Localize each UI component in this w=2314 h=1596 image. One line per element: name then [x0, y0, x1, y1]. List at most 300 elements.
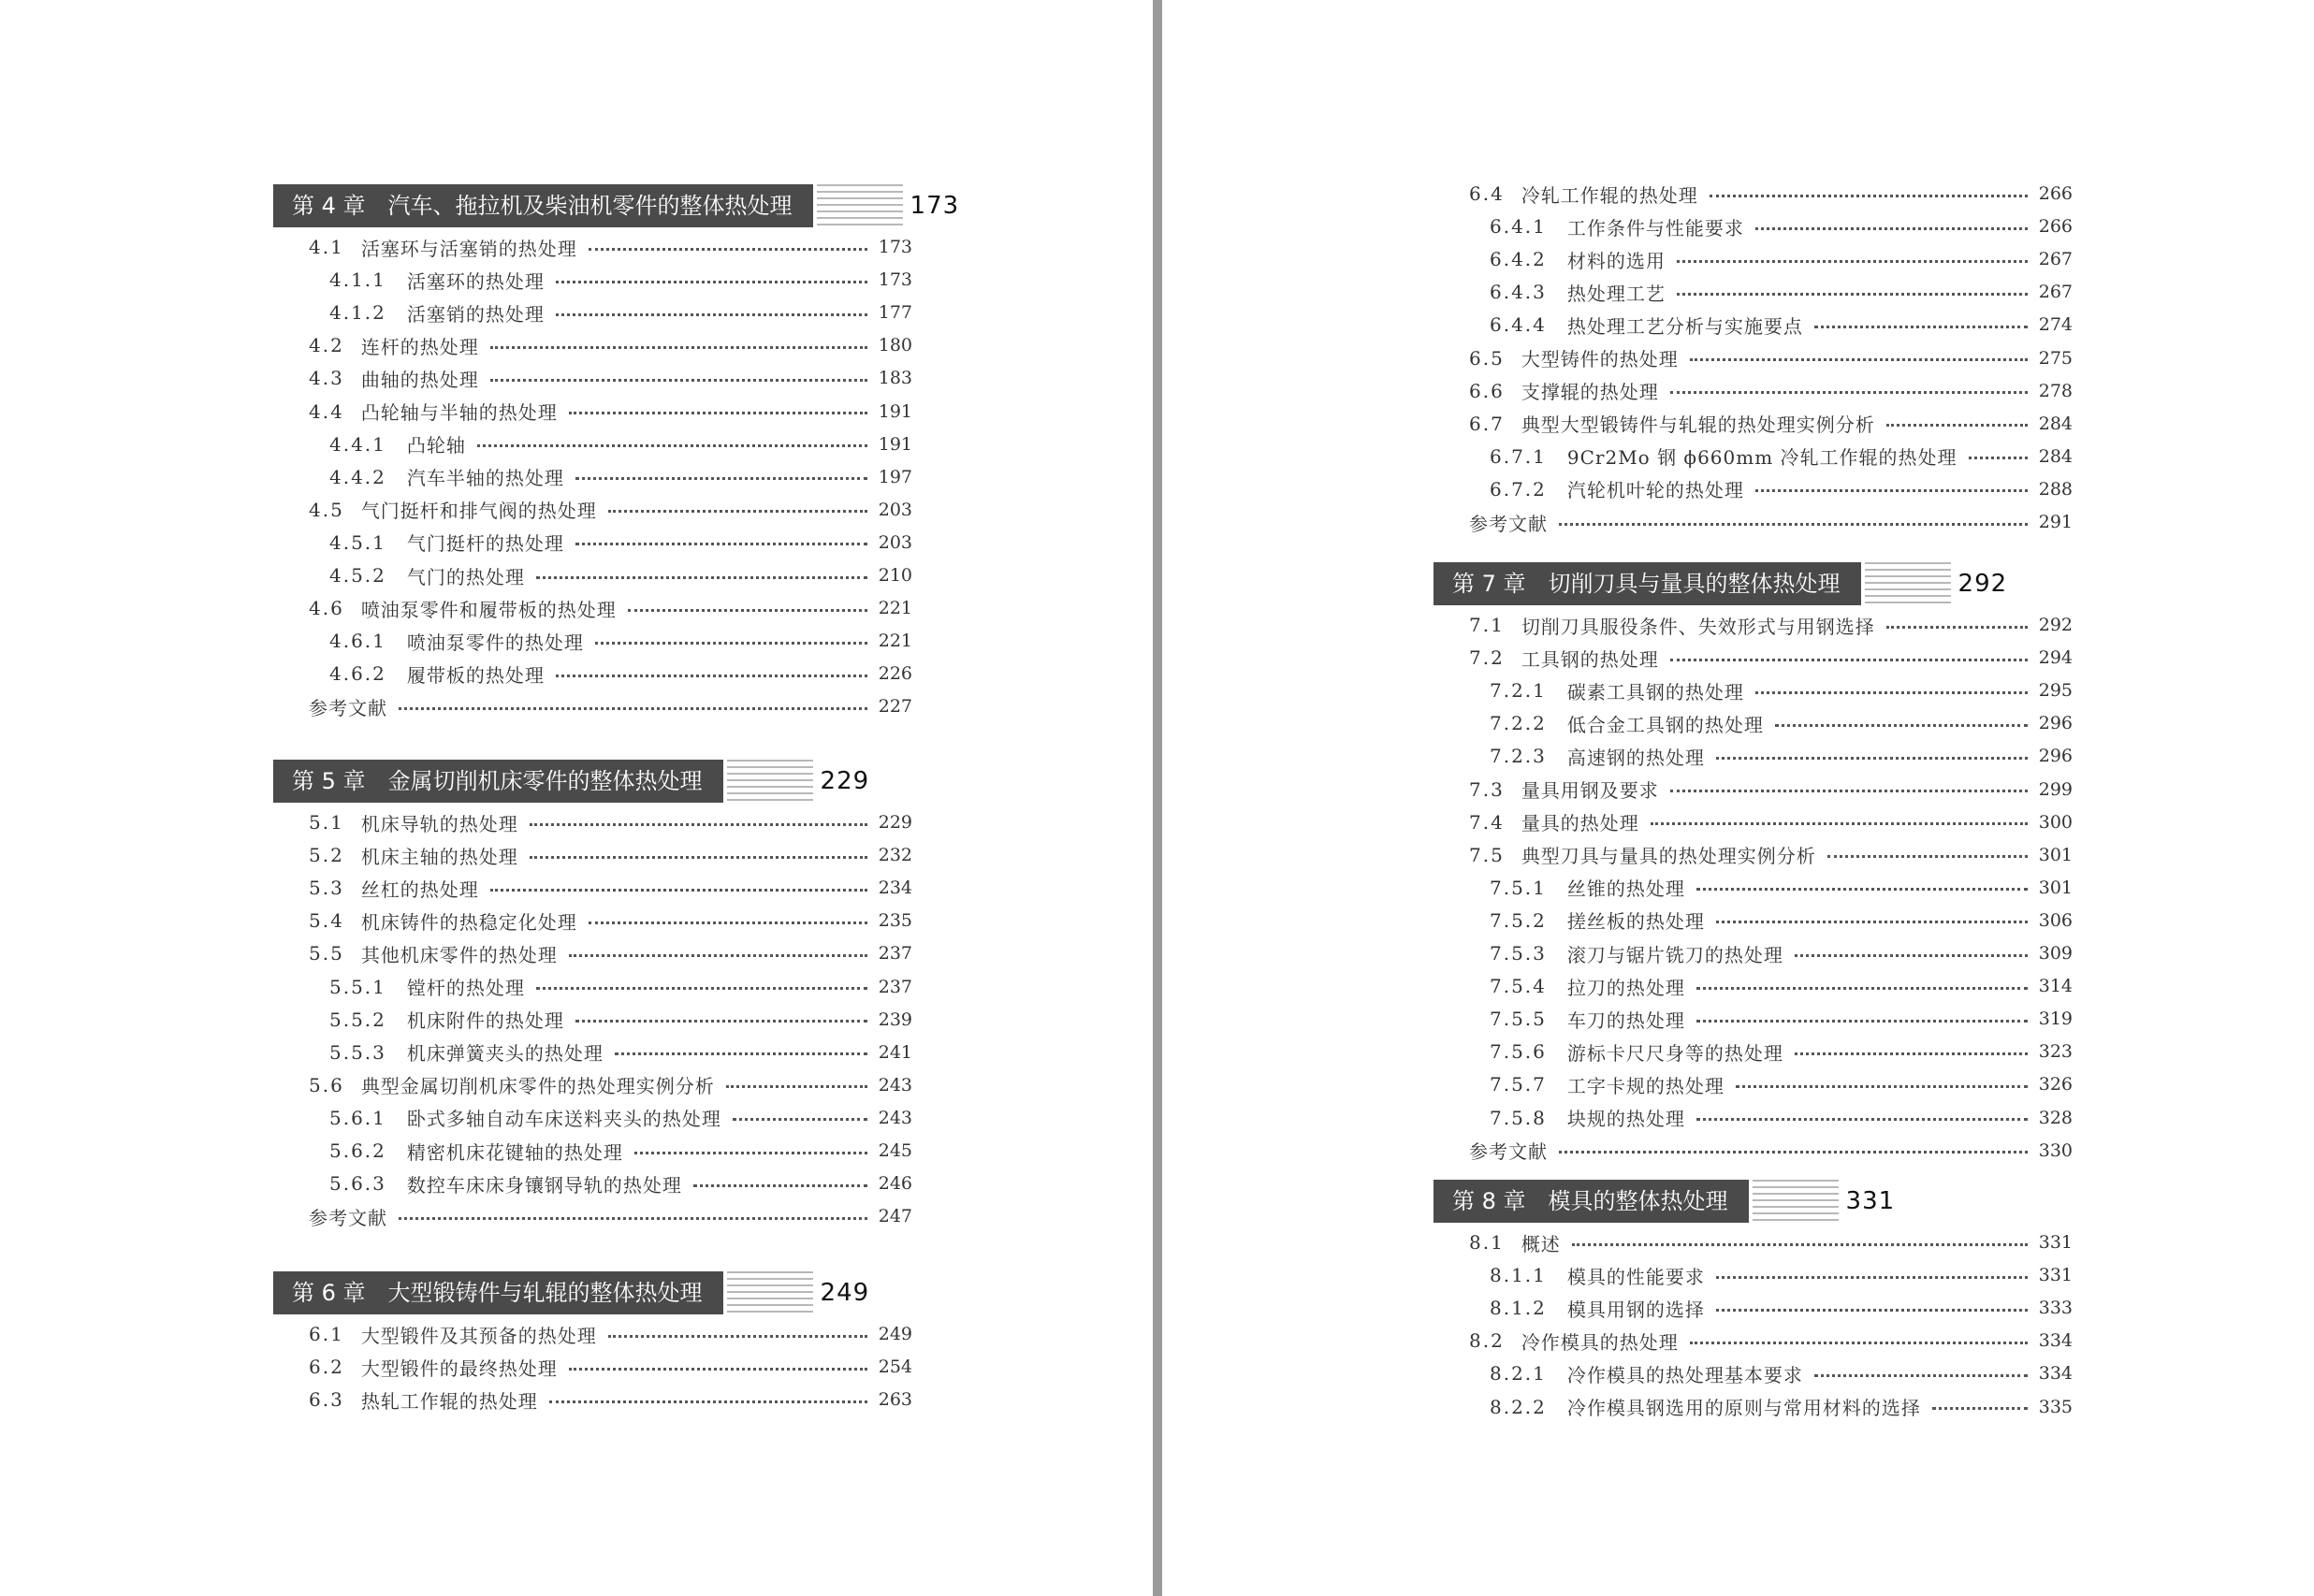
section-number: 4.1.2: [329, 301, 386, 325]
section-title: 喷油泵零件和履带板的热处理: [360, 598, 617, 621]
section-title: 材料的选用: [1566, 249, 1666, 272]
page-number: 330: [2038, 1139, 2073, 1161]
section-number: 7.5.6: [1490, 1040, 1547, 1064]
toc-entry[interactable]: [329, 971, 912, 1003]
page-number: 183: [878, 368, 912, 389]
toc-entry[interactable]: [329, 428, 912, 460]
section-title: 冷作模具钢选用的原则与常用材料的选择: [1566, 1397, 1921, 1419]
dot-leader: [556, 281, 867, 283]
dot-leader: [1814, 1374, 2028, 1377]
dot-leader: [1886, 424, 2028, 427]
section-number: 7.5.5: [1490, 1008, 1547, 1031]
dot-leader: [608, 510, 867, 513]
dot-leader: [589, 921, 867, 924]
toc-entry[interactable]: [309, 396, 912, 428]
dot-leader: [556, 313, 867, 316]
page-number: 267: [2038, 282, 2073, 303]
page-number: 254: [878, 1357, 912, 1378]
page-number: 326: [2038, 1074, 2073, 1095]
dot-leader: [1710, 195, 2028, 197]
section-title: 切削刀具服役条件、失效形式与用钢选择: [1521, 615, 1875, 638]
toc-entry[interactable]: [1469, 408, 2073, 440]
toc-entry[interactable]: [309, 231, 912, 263]
dot-leader: [1696, 1118, 2028, 1121]
toc-entry[interactable]: [309, 1351, 912, 1383]
heading-rule-lines: [1865, 562, 1951, 605]
toc-entry[interactable]: [309, 806, 912, 838]
page-number: 291: [2038, 512, 2073, 532]
toc-entry[interactable]: [309, 1200, 912, 1232]
page-number: 284: [2038, 445, 2073, 467]
page-number: 296: [2038, 746, 2073, 767]
page-number: 309: [2038, 943, 2073, 964]
section-title: 模具的性能要求: [1566, 1265, 1705, 1288]
toc-entry[interactable]: [329, 1037, 912, 1068]
toc-entry[interactable]: [329, 264, 912, 296]
page-number: 288: [2038, 478, 2073, 500]
toc-entry[interactable]: [309, 1069, 912, 1101]
toc-entry[interactable]: [309, 839, 912, 871]
chapter-heading[interactable]: [273, 184, 959, 227]
page-number: 314: [2038, 976, 2073, 997]
page-number: 284: [2038, 413, 2073, 434]
dot-leader: [1559, 1151, 2028, 1153]
toc-entry[interactable]: [329, 658, 912, 689]
page-number: 333: [2038, 1298, 2073, 1319]
toc-entry[interactable]: [1490, 740, 2073, 772]
toc-entry[interactable]: [1469, 1325, 2073, 1357]
section-number: 7.5.4: [1490, 975, 1547, 998]
toc-entry[interactable]: [1490, 1068, 2073, 1100]
dot-leader: [628, 609, 867, 612]
section-title: 连杆的热处理: [360, 335, 479, 358]
dot-leader: [477, 444, 867, 447]
section-number: 8.2.1: [1490, 1362, 1547, 1386]
page-number: 197: [878, 466, 912, 487]
page-number: 266: [2038, 216, 2073, 238]
section-number: 6.7: [1469, 412, 1505, 435]
dot-leader: [1886, 626, 2028, 629]
section-title: 履带板的热处理: [406, 663, 545, 687]
right-page: [1162, 0, 2314, 1596]
section-number: 5.4: [309, 909, 344, 933]
section-title: 机床弹簧夹头的热处理: [406, 1042, 604, 1066]
dot-leader: [575, 477, 867, 480]
page-number: 243: [878, 1107, 912, 1128]
section-title: 机床铸件的热稳定化处理: [360, 910, 577, 934]
toc-entry[interactable]: [1469, 1135, 2073, 1167]
section-title: 气门挺杆和排气阀的热处理: [360, 500, 597, 523]
page-number: 294: [2038, 647, 2073, 669]
page-number: 300: [2038, 811, 2073, 833]
toc-entry[interactable]: [1490, 1357, 2073, 1389]
left-page: [0, 0, 1153, 1596]
section-number: 5.2: [309, 844, 344, 867]
toc-entry[interactable]: [329, 461, 912, 493]
chapter-title: 第 6 章 大型锻铸件与轧辊的整体热处理: [273, 1271, 723, 1314]
page-number: 295: [2038, 680, 2073, 702]
section-number: 5.5.1: [329, 975, 386, 998]
dot-leader: [608, 1335, 867, 1338]
toc-entry[interactable]: [1490, 872, 2073, 904]
heading-rule-lines: [727, 1271, 813, 1314]
section-number: 6.4.1: [1490, 215, 1547, 239]
dot-leader: [1827, 855, 2028, 858]
section-title: 其他机床零件的热处理: [360, 943, 558, 966]
dot-leader: [1932, 1407, 2028, 1410]
section-number: 6.6: [1469, 379, 1505, 402]
section-title: 凸轮轴与半轴的热处理: [360, 401, 558, 424]
toc-entry[interactable]: [1490, 473, 2073, 505]
page-number: 292: [2038, 615, 2073, 635]
page-number: 221: [878, 598, 912, 619]
heading-rule-lines: [817, 184, 903, 227]
page-number: 227: [878, 696, 912, 718]
page-number: 210: [878, 565, 912, 586]
toc-entry[interactable]: [309, 494, 912, 526]
dot-leader: [399, 1217, 867, 1220]
section-title: 冷轧工作辊的热处理: [1521, 183, 1698, 207]
section-title: 冷作模具的热处理基本要求: [1566, 1363, 1803, 1386]
page-number: 331: [2038, 1265, 2073, 1286]
dot-leader: [1696, 987, 2028, 990]
section-title: 汽轮机叶轮的热处理: [1566, 479, 1744, 502]
page-number: 306: [2038, 909, 2073, 931]
dot-leader: [1755, 489, 2028, 492]
section-number: 7.4: [1469, 810, 1505, 834]
section-title: 参考文献: [1469, 1140, 1548, 1164]
section-number: 6.4.4: [1490, 313, 1547, 337]
dot-leader: [1696, 1020, 2028, 1023]
section-number: 5.6.1: [329, 1106, 386, 1129]
section-number: 6.2: [309, 1356, 344, 1379]
toc-entry[interactable]: [1490, 210, 2073, 242]
section-title: 气门挺杆的热处理: [406, 532, 564, 556]
section-title: 大型锻件的最终热处理: [360, 1357, 558, 1380]
section-title: 滚刀与锯片铣刀的热处理: [1566, 943, 1783, 966]
section-title: 参考文献: [309, 1206, 387, 1229]
section-number: 7.2.1: [1490, 679, 1547, 703]
toc-entry[interactable]: [1490, 1259, 2073, 1291]
dot-leader: [1690, 1342, 2028, 1344]
section-number: 8.1.2: [1490, 1297, 1547, 1320]
chapter-title: 第 7 章 切削刀具与量具的整体热处理: [1434, 562, 1861, 605]
dot-leader: [530, 823, 867, 826]
section-number: 7.1: [1469, 614, 1505, 636]
page-number: 226: [878, 663, 912, 685]
page-number: 180: [878, 335, 912, 356]
toc-entry[interactable]: [1490, 970, 2073, 1002]
chapter-page-number: 331: [1845, 1187, 1896, 1215]
dot-leader: [726, 1085, 867, 1088]
dot-leader: [530, 856, 867, 859]
section-number: 4.6.2: [329, 662, 386, 686]
chapter-title: 第 8 章 模具的整体热处理: [1434, 1180, 1749, 1223]
dot-leader: [634, 1152, 867, 1154]
page-number: 319: [2038, 1008, 2073, 1030]
dot-leader: [1677, 260, 2028, 263]
toc-entry[interactable]: [1469, 839, 2073, 871]
section-number: 7.5.7: [1490, 1073, 1547, 1096]
toc-entry[interactable]: [309, 1384, 912, 1415]
toc-entry[interactable]: [1490, 309, 2073, 341]
section-number: 6.3: [309, 1388, 344, 1412]
section-title: 活塞环与活塞销的热处理: [360, 237, 577, 260]
section-number: 8.2.2: [1490, 1395, 1547, 1418]
toc-entry[interactable]: [1469, 1226, 2073, 1258]
section-title: 游标卡尺尺身等的热处理: [1566, 1041, 1783, 1065]
page-number: 239: [878, 1008, 912, 1030]
page-number: 246: [878, 1173, 912, 1195]
toc-entry[interactable]: [1490, 243, 2073, 275]
dot-leader: [1716, 1309, 2028, 1312]
page-number: 275: [2038, 347, 2073, 369]
page-number: 237: [878, 976, 912, 997]
section-number: 4.3: [309, 367, 344, 390]
section-number: 6.1: [309, 1323, 344, 1345]
section-title: 典型大型锻铸件与轧辊的热处理实例分析: [1521, 414, 1875, 437]
page-number: 263: [878, 1389, 912, 1411]
chapter-heading[interactable]: [273, 1271, 869, 1314]
page-number: 229: [878, 812, 912, 833]
toc-entry[interactable]: [1490, 276, 2073, 308]
toc-entry[interactable]: [1469, 642, 2073, 674]
chapter-page-number: 229: [820, 767, 870, 795]
section-title: 大型铸件的热处理: [1521, 348, 1679, 370]
dot-leader: [1755, 227, 2028, 230]
page-number: 234: [878, 878, 912, 899]
section-title: 数控车床床身镶钢导轨的热处理: [406, 1173, 682, 1197]
toc-entry[interactable]: [1490, 1292, 2073, 1324]
dot-leader: [1696, 888, 2028, 891]
toc-entry[interactable]: [1469, 609, 2073, 641]
page-number: 323: [2038, 1041, 2073, 1063]
toc-entry[interactable]: [329, 1135, 912, 1167]
toc-entry[interactable]: [1469, 506, 2073, 538]
dot-leader: [615, 1052, 867, 1055]
section-title: 活塞环的热处理: [406, 269, 545, 293]
section-number: 5.1: [309, 811, 344, 834]
section-number: 6.4: [1469, 182, 1505, 205]
page-number: 335: [2038, 1396, 2073, 1417]
toc-entry[interactable]: [309, 592, 912, 624]
page-number: 191: [878, 433, 912, 455]
toc-entry[interactable]: [1469, 375, 2073, 407]
section-number: 4.1.1: [329, 268, 386, 292]
dot-leader: [1651, 822, 2028, 825]
toc-entry[interactable]: [1490, 675, 2073, 706]
section-title: 冷作模具的热处理: [1521, 1330, 1679, 1354]
section-number: 4.1: [309, 236, 344, 258]
section-title: 精密机床花键轴的热处理: [406, 1140, 623, 1164]
dot-leader: [1795, 1052, 2028, 1055]
toc-entry[interactable]: [329, 559, 912, 591]
section-number: 5.6: [309, 1073, 344, 1096]
section-title: 喷油泵零件的热处理: [406, 631, 584, 654]
dot-leader: [589, 248, 867, 251]
toc-entry[interactable]: [1490, 905, 2073, 936]
section-title: 支撑辊的热处理: [1521, 381, 1659, 404]
dot-leader: [1559, 523, 2028, 526]
section-title: 低合金工具钢的热处理: [1566, 713, 1764, 736]
dot-leader: [399, 707, 867, 710]
section-number: 8.1: [1469, 1231, 1505, 1254]
page-number: 301: [2038, 877, 2073, 898]
dot-leader: [595, 642, 867, 645]
chapter-heading[interactable]: [273, 760, 869, 803]
heading-rule-lines: [727, 760, 813, 803]
dot-leader: [1677, 293, 2028, 296]
toc-entry[interactable]: [309, 690, 912, 722]
toc-entry[interactable]: [329, 1004, 912, 1036]
section-title: 典型刀具与量具的热处理实例分析: [1521, 845, 1816, 868]
dot-leader: [1755, 691, 2028, 694]
toc-entry[interactable]: [1469, 806, 2073, 838]
section-title: 搓丝板的热处理: [1566, 910, 1705, 934]
dot-leader: [1670, 790, 2028, 792]
section-number: 7.2: [1469, 646, 1505, 670]
section-title: 热处理工艺: [1566, 282, 1666, 305]
section-title: 参考文献: [1469, 512, 1548, 535]
heading-rule-lines: [1753, 1180, 1839, 1223]
page-number: 274: [2038, 314, 2073, 336]
toc-entry[interactable]: [1469, 774, 2073, 805]
toc-entry[interactable]: [1490, 1036, 2073, 1067]
section-title: 量具的热处理: [1521, 812, 1639, 835]
toc-entry[interactable]: [329, 1168, 912, 1199]
section-number: 5.6.3: [329, 1172, 386, 1196]
dot-leader: [569, 412, 867, 414]
page-number: 203: [878, 531, 912, 553]
page-number: 266: [2038, 183, 2073, 204]
page-number: 203: [878, 499, 912, 520]
toc-entry[interactable]: [309, 329, 912, 361]
toc-entry[interactable]: [1490, 937, 2073, 969]
dot-leader: [1572, 1243, 2028, 1246]
page-number: 237: [878, 943, 912, 965]
dot-leader: [1814, 326, 2028, 328]
section-title: 工作条件与性能要求: [1566, 216, 1744, 239]
toc-entry[interactable]: [1490, 441, 2073, 472]
toc-entry[interactable]: [309, 362, 912, 394]
toc-entry[interactable]: [1469, 178, 2073, 210]
section-number: 7.3: [1469, 777, 1505, 801]
dot-leader: [569, 1368, 867, 1371]
section-number: 7.5.2: [1490, 908, 1547, 932]
section-number: 4.5.1: [329, 530, 386, 554]
dot-leader: [1670, 659, 2028, 661]
chapter-heading[interactable]: [1434, 562, 2007, 605]
section-number: 4.6.1: [329, 630, 386, 653]
section-title: 量具用钢及要求: [1521, 779, 1659, 802]
section-number: 8.2: [1469, 1329, 1505, 1353]
page-number: 241: [878, 1041, 912, 1063]
section-title: 工字卡规的热处理: [1566, 1074, 1725, 1097]
section-number: 6.4.2: [1490, 248, 1547, 271]
dot-leader: [693, 1184, 867, 1187]
toc-entry[interactable]: [1490, 1102, 2073, 1134]
section-number: 6.7.2: [1490, 477, 1547, 501]
section-title: 热轧工作辊的热处理: [360, 1389, 538, 1413]
toc-entry[interactable]: [1490, 1391, 2073, 1423]
page-number: 334: [2038, 1330, 2073, 1352]
toc-entry[interactable]: [1490, 1003, 2073, 1035]
dot-leader: [490, 379, 867, 382]
section-title: 概述: [1521, 1232, 1561, 1255]
dot-leader: [1795, 954, 2028, 957]
dot-leader: [1716, 921, 2028, 923]
page-number: 247: [878, 1206, 912, 1227]
dot-leader: [1736, 1085, 2028, 1088]
section-number: 5.3: [309, 877, 344, 900]
page-number: 232: [878, 845, 912, 866]
dot-leader: [549, 1400, 867, 1403]
toc-entry[interactable]: [309, 872, 912, 904]
section-number: 4.6: [309, 597, 344, 620]
toc-entry[interactable]: [329, 625, 912, 657]
section-title: 卧式多轴自动车床送料夹头的热处理: [406, 1108, 721, 1131]
section-title: 拉刀的热处理: [1566, 976, 1685, 999]
toc-entry[interactable]: [329, 527, 912, 559]
toc-entry[interactable]: [329, 297, 912, 328]
page-number: 328: [2038, 1107, 2073, 1128]
section-number: 7.5.1: [1490, 876, 1547, 899]
chapter-heading[interactable]: [1434, 1180, 1895, 1223]
dot-leader: [569, 954, 867, 957]
section-number: 4.4.2: [329, 465, 386, 488]
page-number: 235: [878, 910, 912, 932]
section-number: 4.5: [309, 498, 344, 521]
page-number: 245: [878, 1140, 912, 1161]
section-number: 6.7.1: [1490, 444, 1547, 468]
section-number: 7.2.2: [1490, 712, 1547, 735]
section-number: 5.5.2: [329, 1008, 386, 1031]
toc-entry[interactable]: [309, 937, 912, 969]
page-number: 301: [2038, 844, 2073, 865]
page-number: 299: [2038, 778, 2073, 800]
dot-leader: [536, 987, 867, 990]
section-number: 6.4.3: [1490, 281, 1547, 304]
page-number: 173: [878, 269, 912, 291]
page-number: 267: [2038, 249, 2073, 270]
toc-entry[interactable]: [329, 1102, 912, 1134]
dot-leader: [575, 1020, 867, 1023]
dot-leader: [1775, 724, 2028, 727]
dot-leader: [1716, 757, 2028, 760]
toc-entry[interactable]: [1469, 342, 2073, 374]
section-title: 丝杠的热处理: [360, 878, 479, 901]
section-number: 7.5.8: [1490, 1106, 1547, 1129]
toc-entry[interactable]: [309, 905, 912, 936]
section-title: 机床导轨的热处理: [360, 812, 518, 835]
section-number: 5.5: [309, 942, 344, 965]
chapter-title: 第 4 章 汽车、拖拉机及柴油机零件的整体热处理: [273, 184, 813, 227]
dot-leader: [490, 889, 867, 892]
section-title: 镗杆的热处理: [406, 977, 525, 999]
chapter-page-number: 249: [820, 1279, 870, 1307]
dot-leader: [733, 1118, 867, 1121]
section-title: 曲轴的热处理: [360, 368, 479, 391]
toc-entry[interactable]: [309, 1318, 912, 1350]
section-number: 4.4: [309, 399, 344, 423]
section-title: 汽车半轴的热处理: [406, 467, 564, 490]
section-number: 4.4.1: [329, 432, 386, 456]
dot-leader: [1716, 1276, 2028, 1279]
section-number: 6.5: [1469, 346, 1505, 370]
toc-entry[interactable]: [1490, 707, 2073, 739]
section-title: 活塞销的热处理: [406, 302, 545, 326]
section-title: 机床附件的热处理: [406, 1009, 564, 1033]
